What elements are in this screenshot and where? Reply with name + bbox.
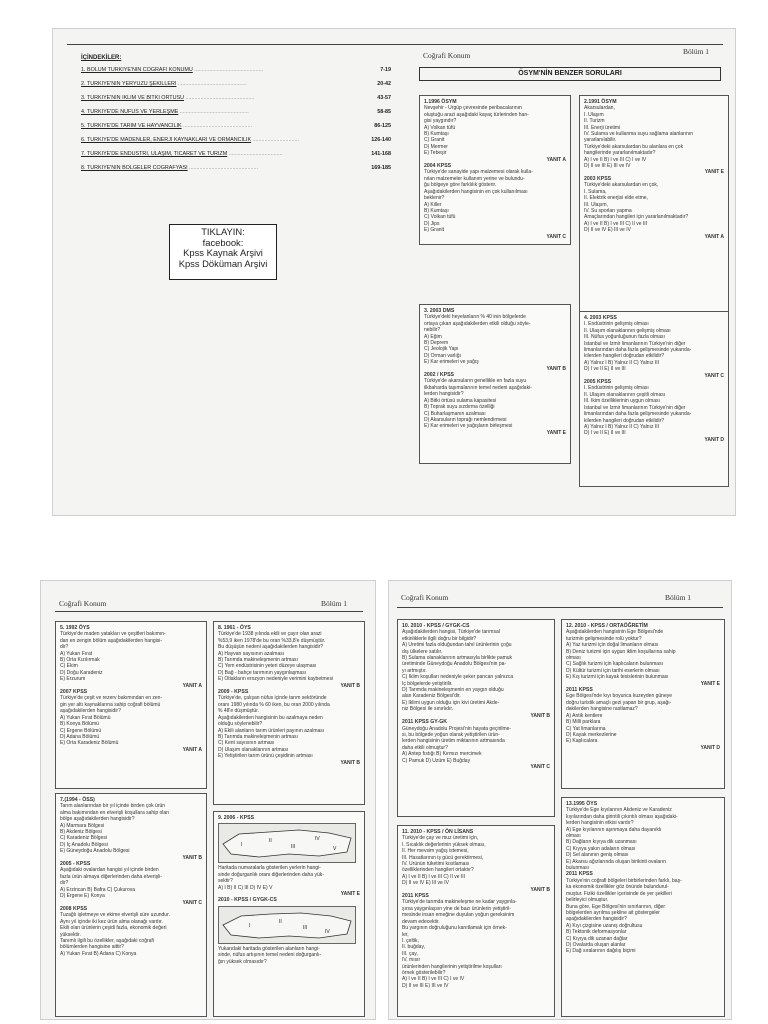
turkey-map <box>218 823 356 863</box>
question-box: 5. 1992 ÖYS Türkiye'de maden yatakları ve çeşitleri bakımın- dan en zengin bölüm aşağıdakilerden hangisi- dir? A) Yukarı Fırat B) Orta Kızılırmak C) Ekim D) Doğu Karadeniz E) Erzurum YANIT A 2007 KPSS Türkiye'de çeşit ve rezerv bakımından en zen- gin yer altı kaynaklarına sahip coğrafi bölümü aşağıdakilerden hangisidir? A) Yukarı Fırat Bölümü B) Konya Bölümü C) Ergene Bölümü D) Adana Bölümü E) Orta Karadeniz Bölümü YANIT A <box>55 621 207 789</box>
answer-label: YANIT A <box>546 156 566 163</box>
top-rule <box>67 44 723 45</box>
answer-label: YANIT C <box>182 899 202 906</box>
question-box: 3. 2003 DMS Türkiye'deki heyelanların % 40 inin bölgelerde ortaya çıkan aşağıdakilerden etkili olduğu söyle- nebilir? A) Eğim B) Deprem C) Jeolojik Yapı D) Orman varlığı E) Kar erimeleri ve yağış YANIT B 2002 / KPSS Türkiye'de akarsuların genellikle en fazla suyu ilkbaharda taşımalarının temel nedeni aşağıdaki- lerden hangisidir? A) Bitki örtüsü sulama kapasitesi B) Toprak suyu sızdırma özelliği C) Buharlaşmanın azalması D) Akarsuların toprağı nemlendirmesi E) Kar erimeleri ve yağışların birleşmesi YANIT E <box>419 304 571 464</box>
answer-label: YANIT B <box>340 759 360 766</box>
answer-label: YANIT C <box>546 233 566 240</box>
facebook-promo-box[interactable] <box>169 224 277 280</box>
svg-text:II: II <box>279 918 282 925</box>
toc-item[interactable]: 4. TÜRKİYE'DE NÜFUS VE YERLEŞME .............................................. 58-85 <box>81 109 391 115</box>
svg-text:II: II <box>269 838 272 845</box>
answer-label: YANIT D <box>704 436 724 443</box>
svg-text:III: III <box>291 844 296 851</box>
map-outline-icon <box>219 824 357 864</box>
answer-label: YANIT A <box>182 746 202 753</box>
header-right: Bölüm 1 <box>683 47 710 56</box>
top-sheet <box>52 28 736 516</box>
answer-label: YANIT E <box>700 680 720 687</box>
bottom-left-sheet <box>40 580 376 1020</box>
svg-text:III: III <box>303 924 308 931</box>
toc-item[interactable]: 2. TÜRKİYE'NİN YERYÜZÜ ŞEKİLLERİ .............................................. 20-42 <box>81 81 391 87</box>
question-box: 8. 1961 - ÖYS Türkiye'de 1938 yılında ekili ve çayır olan arazi %53,9 iken 1978'de bu oran %33,8'e düşmüştür. Bu düşüşün nedeni aşağıdakilerden hangisidir? A) Hayvan sayısının azalması B) Tarımda makineleşmenin artması C) Yem endüstrisinin yeteri düzeye ulaşması D) Bağ - bahçe tarımının yaygınlaşması E) Otlakların erozyon nedeniyle verimini kaybetmesi YANIT B 2009 - KPSS Türkiye'de, çalışan nüfus içinde tarım sektöründe oranı 1980 yılında % 60 iken, bu oran 2000 yılında % 48'e düşmüştür. Aşağıdakilerden hangisinin bu azalmaya neden olduğu söylenebilir? A) Ekili alanların tarım ürünleri payının azalması B) Tarımda makineleşmenin artması C) Kent sayısının artması D) Ulaşım olanaklarının artması E) Yetiştirilen tarım ürünü çeşidinin artması YANIT B <box>213 621 365 805</box>
question-box: 12. 2010 - KPSS / ORTAÖĞRETİM Aşağıdakilerden hangisinin Ege Bölgesi'nde turizmin gelişmesinde rolü yoktur? A) Yaz turizmi için doğal limanların olması B) Deniz turizmi için uygun iklim koşullarına sahip olması C) Sağlık turizmi için kaplıcaların bulunması D) Kültür turizmi için tarihi eserlerin olması E) Kış turizmi için kayak tesislerinin bulunması YANIT E 2011 KPSS Ege Bölgesi'nde kıyı boyunca kuzeyden güneye doğru turistik amaçlı gezi yapan bir grup, aşağı- dakilerden hangisine rastlamaz? A) Antik kentlere B) Milli parklara C) Yat limanlarına D) Kayak merkezlerine E) Kaplıcalara YANIT D <box>561 619 725 789</box>
answer-label: YANIT B <box>340 682 360 689</box>
header-right: Bölüm 1 <box>665 593 692 602</box>
answer-label: YANIT A <box>704 233 724 240</box>
answer-label: YANIT B <box>530 712 550 719</box>
answer-label: YANIT B <box>546 365 566 372</box>
answer-label: YANIT E <box>340 891 360 898</box>
question-box: 1.1996 ÖSYM Nevşehir - Ürgüp çevresinde peribacalarının oluştuğu arazi aşağıdaki kayaç türlerinden han- gisi yaygındır? A) Volkan tüfü B) Kumtaşı C) Granit D) Mermer E) Tebeşir YANIT A 2004 KPSS Türkiye'de sanayide yapı malzemesi olarak kulla- nılan malzemeler kullanım yerine ve bulundu- ğu bölgeye göre farklılık gösterir. Aşağıdakilerden hangisinin en çok kullanılması beklenir? A) Killer B) Kumtaşı C) Volkan tüfü D) Jips E) Granit YANIT C <box>419 95 571 245</box>
answer-label: YANIT E <box>546 429 566 436</box>
svg-text:IV: IV <box>325 928 330 935</box>
header-left: Coğrafi Konum <box>59 599 107 608</box>
svg-text:V: V <box>333 846 337 853</box>
svg-text:I: I <box>249 922 251 929</box>
answer-label: YANIT B <box>530 886 550 893</box>
question-box: 11. 2010 - KPSS / ÖN LİSANS Türkiye'de çay ve muz üretimi için, I. Sıcaklık değerlerinin yüksek olması, II. Her mevsim yağış istemesi, III. Hasatlarının iş gücü gerektirmesi, IV. Ürünün tüketimi kısıtlaması özelliklerinden hangileri ortaktır? A) I ve II B) I ve III C) II ve III D) II ve IV E) III ve IV YANIT B 2011 KPSS Türkiye'de tarımda makineleşme ne kadar yaygınla- şırsa yaygınlaşsın yine de bazı ürünlerin yetiştiril- mesinde insan emeğine duyulan yoğun gereksinim devam edecektir. Bu yargının doğruluğunu kanıtlamak için örnek- ler, I. çeltik, II. buğday, III. çay, IV. mısır ürünlerinden hangilerinin yetiştirilme koşulları örnek gösterilebilir? A) I ve II B) I ve III C) I ve IV D) II ve III E) III ve IV <box>397 825 555 1017</box>
answer-label: YANIT A <box>182 682 202 689</box>
question-box: 10. 2010 - KPSS / GYGK-CS Aşağıdakilerden hangisi, Türkiye'de tarımsal etkinliklerle ilgili doğru bir bilgidir? A) Üretimi fazla olduğundan tahıl ürünlerinin çoğu dış ülkelere satılır. B) Sulama olanaklarının artmasıyla birlikte pamuk üretiminde Güneydoğu Anadolu Bölgesi'nin pa- yı artmıştır. C) İklim koşulları nedeniyle şeker pancarı yalnızca İç bölgelerde yetiştirilir. D) Tarımda makineleşmenin en yaygın olduğu alan Karadeniz Bölgesi'dir. E) İklimi uygun olduğu için kivi üretimi Akde- niz Bölgesi ile sınırlıdır. YANIT B 2011 KPSS GY-GK Güneydoğu Anadolu Projesi'nin hayata geçirilme- si, bu bölgede yoğun olarak yetiştirilen ürün- lerden hangisinin üretim miktarının artmasında daha etkili olmuştur? A) Antep fıstığı B) Kırmızı mercimek C) Pamuk D) Üzüm E) Buğday YANIT C <box>397 619 555 817</box>
question-box: 9. 2006 - KPSS I II III IV V Haritada numaralarla gösterilen yerlerin hangi- sinde doğurganlık oranı diğerlerinden daha yük- sektir? A) I B) II C) III D) IV E) V YANIT E 2010 - KPSS / GYGK-CS I II III IV Yukarıdaki haritada gösterilen alanların hangi- sinde, nüfus artışının temel nedeni doğurganlı- ğın yüksek olmasıdır? <box>213 811 365 1017</box>
toc-item[interactable]: 7. TÜRKİYE'DE ENDÜSTRİ, ULAŞIM, TİCARET VE TURİZM .................................... 141-168 <box>81 151 391 157</box>
toc-item[interactable]: 8. TÜRKİYE'NİN BÖLGELER COĞRAFYASI .............................................. 169-185 <box>81 165 391 171</box>
promo-line: Kpss Döküman Arşivi <box>178 257 268 269</box>
header-left: Coğrafi Konum <box>423 51 471 60</box>
turkey-map <box>218 906 356 944</box>
toc-item[interactable]: 6. TÜRKİYE'DE MADENLER, ENERJİ KAYNAKLARI VE ORMANCILIK ............................... 126-140 <box>81 137 391 143</box>
question-box: 2.1991 ÖSYM Akarsulardan, I. Ulaşım II. Turizm III. Enerji üretimi IV. Sulama ve kullanma suyu sağlama alanlarının yararlanılabilir. Türkiye'deki akarsulardan bu alanlara en çok hangilerinde yararlanılmaktadır? A) I ve II B) I ve III C) I ve IV D) II ve III E) III ve IV YANIT E 2003 KPSS Türkiye'deki akarsulardan en çok, I. Sulama, II. Elektrik enerjisi elde etme, III. Ulaşım, IV. Su sporları yapma Amaçlarından hangileri için yararlanılmaktadır? A) I ve II B) I ve III C) II ve III D) II ve IV E) III ve IV YANIT A <box>579 95 729 317</box>
toc-item[interactable]: 1. BÖLÜM TÜRKİYE'NİN COĞRAFİ KONUMU .............................................. 7-19 <box>81 67 391 73</box>
header-rule <box>55 611 363 612</box>
header-right: Bölüm 1 <box>321 599 348 608</box>
answer-label: YANIT B <box>182 854 202 861</box>
header-left: Coğrafi Konum <box>401 593 449 602</box>
answer-label: YANIT E <box>704 169 724 176</box>
svg-text:I: I <box>241 842 243 849</box>
question-box: 4. 2003 KPSS I. Endüstrinin gelişmiş olması II. Ulaşım olanaklarının gelişmiş olması III. Nüfus yoğunluğunun fazla olması İstanbul ve İzmir limanlarının Türkiye'nin diğer limanlarından daha fazla gelişmesinde yukarıda- kilerden hangileri doğrudan etkilidir? A) Yalnız I B) Yalnız II C) Yalnız III D) I ve II E) II ve III YANIT C 2005 KPSS I. Endüstrinin gelişmiş olması II. Ulaşım olanaklarının çeşitli olması III. İkim özelliklerinin uygun olması İstanbul ve İzmir limanlarının Türkiye'nin diğer limanlarından daha fazla gelişmesinde yukarıda- kilerden hangileri doğrudan etkilidir? A) Yalnız I B) Yalnız II C) Yalnız III D) I ve II E) II ve III YANIT D <box>579 311 729 487</box>
answer-label: YANIT D <box>700 744 720 751</box>
promo-line: TIKLAYIN: <box>201 226 245 237</box>
toc-title: İÇİNDEKİLER: <box>81 55 122 61</box>
svg-text:IV: IV <box>315 836 320 843</box>
map-outline-icon <box>219 907 357 945</box>
toc-item[interactable]: 5. TÜRKİYE'DE TARIM VE HAYVANCILIK .............................................. 86-125 <box>81 123 391 129</box>
answer-label: YANIT C <box>704 372 724 379</box>
promo-line: Kpss Kaynak Arşivi <box>183 247 263 259</box>
header-rule <box>397 607 723 608</box>
question-box: 7.(1994 - ÖSS) Tarım alanlarından bir yıl içinde birden çok ürün alma bakımından en elverişli koşullara sahip olan bölge aşağıdakilerden hangisidir? A) Marmara Bölgesi B) Akdeniz Bölgesi C) Karadeniz Bölgesi D) İç Anadolu Bölgesi E) Güneydoğu Anadolu Bölgesi YANIT B 2005 - KPSS Aşağıdaki ovalardan hangisi yıl içinde birden fazla ürün almaya diğerlerinden daha elverişli- dir? A) Erzincan B) Bafra C) Çukurova D) Ergene E) Konya YANIT C 2008 KPSS Tuzağlı işletmeye ve ekime elverişli süre uzundur. Aynı yıl içinde iki kez ürün alma olanağı vardır. Ekili olan ürünlerin çeşidi fazla, ekonomik değeri yüksektir. Tanımlı ilgili bu özellikler, aşağıdaki coğrafi bölümlerden hangisine aittir? A) Yukarı Fırat B) Adana C) Konya <box>55 793 207 1017</box>
section-banner: ÖSYM'NİN BENZER SORULARI <box>419 67 721 81</box>
answer-label: YANIT C <box>530 763 550 770</box>
bottom-right-sheet <box>388 580 732 1020</box>
toc-item[interactable]: 3. TÜRKİYE'NİN İKLİM VE BİTKİ ÖRTÜSÜ .............................................. 43-57 <box>81 95 391 101</box>
promo-line: facebook: <box>202 236 244 248</box>
question-box: 13.1995 ÖYS Türkiye'de Ege kıyılarının Akdeniz ve Karadeniz kıyılarından daha girintili çıkıntılı olması aşağıdaki- lerden hangisinin etkisi vardır? A) Ege kıyılarının aşınmaya daha dayanıklı olması B) Dağların kıyıya dik uzanması C) Kıyıya yakın adaların olması D) Sel alanının geniş olması E) Akarsu ağızlarında oluşan birikinti ovaların bulunması 2011 KPSS Türkiye'nin coğrafi bölgeleri birbirlerinden farklı, baş- ka ekonomik özellikler göz önünde bulundurul- muştur. Fiziki özellikler içerisinde de yer şekilleri belirleyici olmuştur. Buna göre, Ege Bölgesi'nin sınırlarının, diğer bölgelerden ayrılma şekline ait göstergeler aşağıdakilerden hangisidir? A) Kıyı çizgisine uzanış doğrultusu B) Tektonik deformasyonlar C) Kıyıya dik uzanan dağlar D) Ovalarda oluşan alanlar E) Dağ sıralarının dağılış biçimi <box>561 797 725 1017</box>
